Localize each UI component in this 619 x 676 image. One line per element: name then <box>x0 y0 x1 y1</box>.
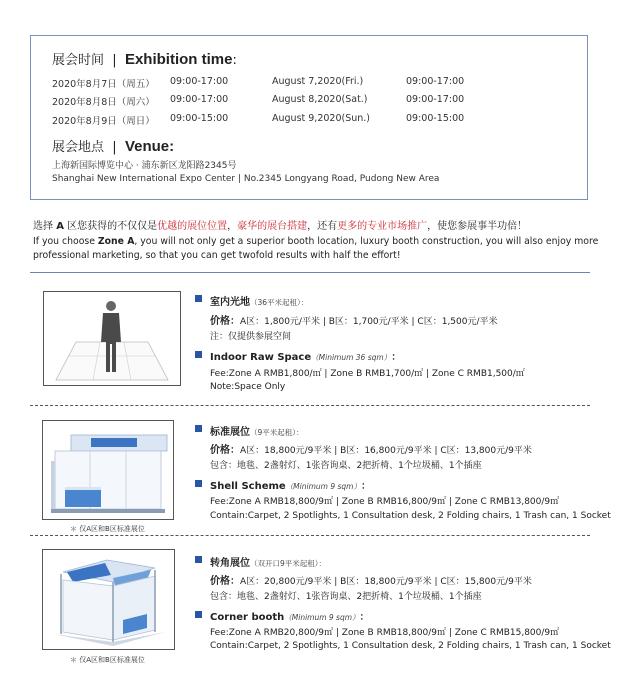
schedule-time-en: 09:00-17:00 <box>406 94 465 105</box>
bullet-icon <box>195 480 202 487</box>
raw-space-note-cn: 注：仅提供参展空间 <box>210 332 292 342</box>
shell-scheme-fee-en: Fee:Zone A RMB18,800/9㎡ | Zone B RMB16,800/9㎡ | Zone C RMB13,800/9㎡ <box>210 497 560 507</box>
corner-booth-caption: ＊ 仅A区和B区标准展位 <box>70 656 145 664</box>
corner-booth-illustration <box>43 550 174 649</box>
bullet-icon <box>195 351 202 358</box>
shell-scheme-title-en: Shell Scheme（Minimum 9 sqm）： <box>210 481 371 492</box>
corner-booth-fee-en: Fee:Zone A RMB20,800/9㎡ | Zone B RMB18,800/9㎡ | Zone C RMB15,800/9㎡ <box>210 628 560 638</box>
schedule-time-en: 09:00-17:00 <box>406 76 465 87</box>
raw-space-fee-en: Fee:Zone A RMB1,800/㎡ | Zone B RMB1,700/㎡ | Zone C RMB1,500/㎡ <box>210 369 525 379</box>
promo-text-cn: 选择 A 区您获得的不仅仅是优越的展位位置，豪华的展台搭建，还有更多的专业市场推广，使您参展事半功倍！ <box>33 221 528 232</box>
schedule-time: 09:00-15:00 <box>170 113 229 124</box>
schedule-row: 2020年8月7日（周五） <box>52 79 155 90</box>
shell-scheme-note-cn: 包含：地毯、2盏射灯、1张咨询桌、2把折椅、1个垃圾桶、1个插座 <box>210 461 482 471</box>
shell-scheme-price-cn: 价格：A区：18,800元/9平米 | B区：16,800元/9平米 | C区：13,800元/9平米 <box>210 445 532 456</box>
schedule-time-en: 09:00-15:00 <box>406 113 465 124</box>
dashed-divider <box>30 535 590 536</box>
schedule-time: 09:00-17:00 <box>170 94 229 105</box>
schedule-date-en: August 8,2020(Sat.) <box>272 94 368 105</box>
raw-space-price-cn: 价格：A区：1,800元/平米 | B区：1,700元/平米 | C区：1,500元/平米 <box>210 316 498 327</box>
bullet-icon <box>195 556 202 563</box>
venue-heading: 展会地点 | Venue: <box>52 138 175 155</box>
bullet-icon <box>195 425 202 432</box>
corner-booth-title-en: Corner booth（Minimum 9 sqm）： <box>210 612 370 623</box>
venue-address-en: Shanghai New International Expo Center | No.2345 Longyang Road, Pudong New Area <box>52 174 440 184</box>
schedule-date-en: August 7,2020(Fri.) <box>272 76 364 87</box>
bullet-icon <box>195 295 202 302</box>
schedule-time: 09:00-17:00 <box>170 76 229 87</box>
schedule-row: 2020年8月8日（周六） <box>52 97 155 108</box>
shell-scheme-note-en: Contain:Carpet, 2 Spotlights, 1 Consultation desk, 2 Folding chairs, 1 Trash can, 1 Socket <box>210 511 611 521</box>
venue-address-cn: 上海新国际博览中心 · 浦东新区龙阳路2345号 <box>52 161 237 171</box>
bullet-icon <box>195 611 202 618</box>
raw-space-illustration <box>44 292 180 385</box>
corner-booth-image <box>42 549 175 650</box>
shell-scheme-image <box>42 420 174 520</box>
corner-booth-price-cn: 价格：A区：20,800元/9平米 | B区：18,800元/9平米 | C区：15,800元/9平米 <box>210 576 532 587</box>
raw-space-note-en: Note:Space Only <box>210 382 286 392</box>
corner-booth-note-en: Contain:Carpet, 2 Spotlights, 1 Consultation desk, 2 Folding chairs, 1 Trash can, 1 Socket <box>210 641 611 651</box>
raw-space-image <box>43 291 181 386</box>
raw-space-title-en: Indoor Raw Space（Minimum 36 sqm）： <box>210 352 402 363</box>
shell-scheme-title-cn: 标准展位（9平米起租）： <box>210 427 304 438</box>
dashed-divider <box>30 405 590 406</box>
shell-scheme-caption: ＊ 仅A区和B区标准展位 <box>70 525 145 533</box>
schedule-row: 2020年8月9日（周日） <box>52 116 155 127</box>
shell-scheme-illustration <box>43 421 173 519</box>
raw-space-title-cn: 室内光地（36平米起租）： <box>210 297 309 308</box>
schedule-date-en: August 9,2020(Sun.) <box>272 113 371 124</box>
promo-text-en: If you choose Zone A, you will not only get a superior booth location, luxury booth construction, you will also enjoy more professional marketing, so that you can get twofold results with half the effort! <box>33 236 599 261</box>
section-divider <box>30 272 590 273</box>
corner-booth-title-cn: 转角展位（双开口9平米起租）： <box>210 558 327 569</box>
corner-booth-note-cn: 包含：地毯、2盏射灯、1张咨询桌、2把折椅、1个垃圾桶、1个插座 <box>210 592 482 602</box>
exhibition-time-heading: 展会时间 | Exhibition time: <box>52 51 237 68</box>
